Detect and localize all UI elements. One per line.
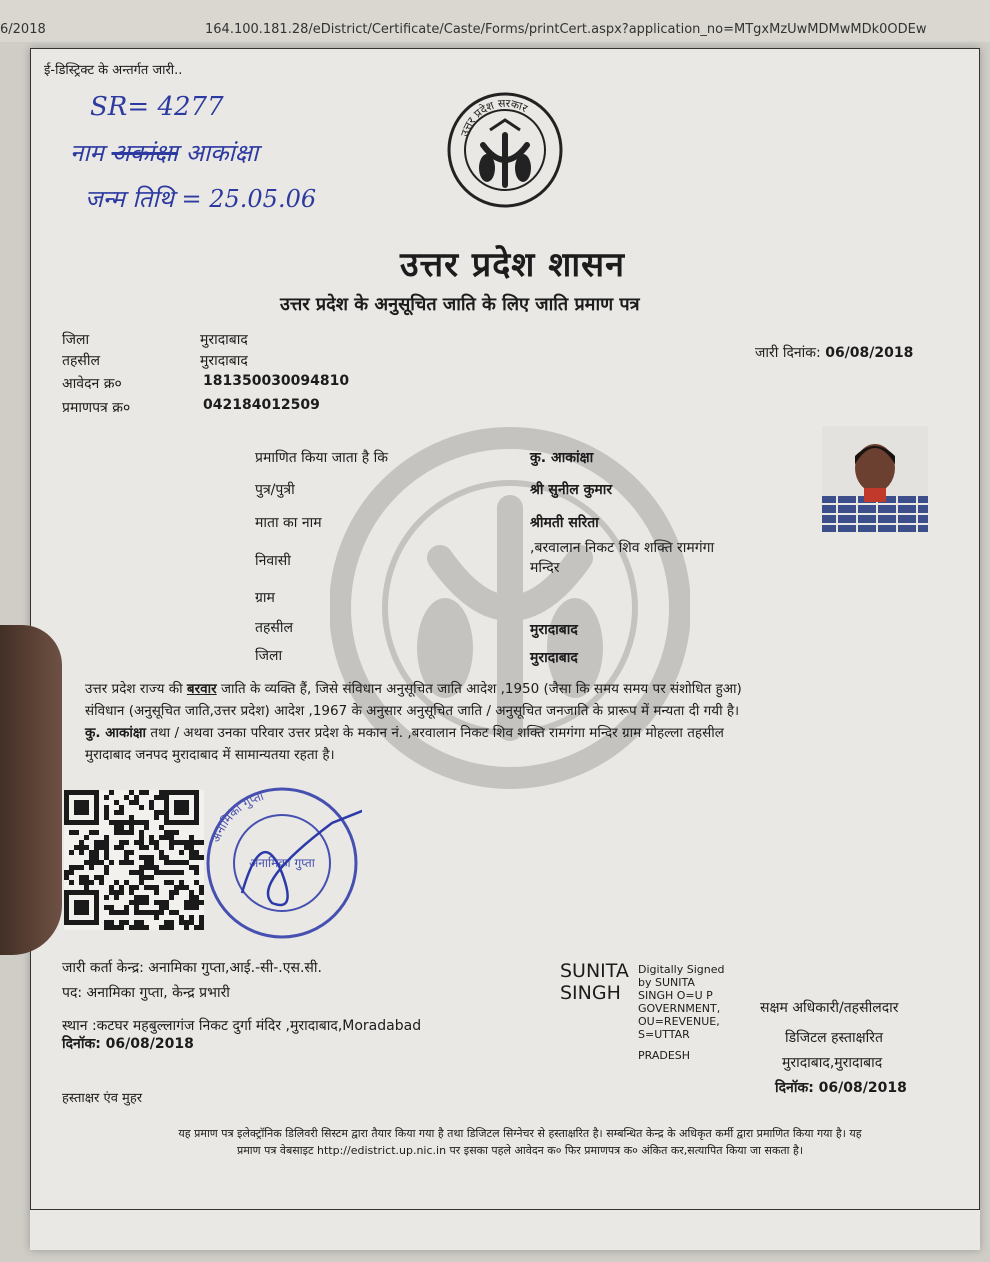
handwritten-struck-name: अकांक्षा: [111, 139, 178, 167]
tehsil-label: तहसील: [62, 353, 100, 369]
authority-date: दिनॉक: 06/08/2018: [775, 1080, 907, 1096]
child-of-label: पुत्र/पुत्री: [255, 482, 295, 498]
certificate-title: उत्तर प्रदेश शासन: [400, 245, 626, 285]
authority-place: मुरादाबाद,मुरादाबाद: [782, 1055, 883, 1071]
para-line1-start: उत्तर प्रदेश राज्य की: [85, 681, 183, 697]
certificate-subtitle: उत्तर प्रदेश के अनुसूचित जाति के लिए जाति प्रमाण पत्र: [280, 294, 640, 315]
detail-district-value: मुरादाबाद: [530, 650, 578, 666]
resident-value: [530, 538, 714, 578]
application-number-label: आवेदन क्र०: [62, 376, 122, 392]
digital-signature-line: by SUNITA: [638, 976, 695, 989]
certificate-number-value: 042184012509: [203, 397, 320, 413]
digital-signature-line: Digitally Signed: [638, 963, 725, 976]
district-label: जिला: [62, 332, 90, 348]
digital-signature-line: OU=REVENUE,: [638, 1015, 720, 1028]
print-url: 164.100.181.28/eDistrict/Certificate/Caste/Forms/printCert.aspx?application_no=MTgxMzUwMDMwMDk0ODEw: [205, 22, 927, 37]
edistrict-note: ई-डिस्ट्रिक्ट के अन्तर्गत जारी..: [44, 63, 183, 78]
svg-text:उत्तर प्रदेश सरकार: [458, 97, 530, 138]
handwritten-name: आकांक्षा: [185, 139, 259, 167]
detail-tehsil-value: मुरादाबाद: [530, 622, 578, 638]
signer-name-line1: SUNITA: [560, 960, 629, 982]
thumb-holding-paper: [0, 625, 62, 955]
resident-label: निवासी: [255, 553, 291, 569]
child-of-value: श्री सुनील कुमार: [530, 482, 613, 498]
village-label: ग्राम: [255, 590, 275, 606]
handwritten-sr-number: SR= 4277: [90, 92, 224, 122]
digital-signature-line: PRADESH: [638, 1049, 691, 1062]
seal-ring-text: अनामिका गुप्ता: [208, 788, 266, 845]
digital-signature-line: SINGH O=U P: [638, 989, 713, 1002]
official-seal: [202, 783, 362, 943]
signer-name-line2: SINGH: [560, 982, 621, 1004]
handwritten-name-prefix: नाम: [70, 139, 104, 167]
para-line1-end: जाति के व्यक्ति हैं, जिसे संविधान अनुसूचित जाति आदेश ,1950 (जैसा कि समय समय पर संशोधित हुआ): [220, 681, 742, 697]
certify-label: प्रमाणित किया जाता है कि: [255, 450, 389, 466]
certificate-paragraph: [85, 678, 955, 766]
digital-signature-line: GOVERNMENT,: [638, 1002, 721, 1015]
tehsil-value: मुरादाबाद: [200, 353, 248, 369]
resident-value-line1: ,बरवालान निकट शिव शक्ति रामगंगा: [530, 540, 715, 556]
svg-text:अनामिका गुप्ता: [209, 789, 267, 845]
application-number-value: 181350030094810: [203, 373, 350, 389]
certificate-paper: [30, 48, 980, 1250]
digital-signature-details: [638, 963, 724, 1062]
handwritten-name-line: [70, 136, 258, 169]
authority-digital-sign: डिजिटल हस्ताक्षरित: [785, 1030, 883, 1046]
detail-district-label: जिला: [255, 648, 283, 664]
print-date: 6/2018: [0, 22, 46, 37]
qr-finder: [174, 800, 189, 815]
certificate-footer: [80, 1125, 960, 1159]
handwritten-dob: जन्म तिथि = 25.05.06: [85, 185, 317, 213]
district-value: मुरादाबाद: [200, 332, 248, 348]
qr-finder: [74, 900, 89, 915]
certificate-number-label: प्रमाणपत्र क्र०: [62, 400, 131, 416]
issue-date-value: 06/08/2018: [825, 345, 914, 361]
footer-line1: यह प्रमाण पत्र इलेक्ट्रॉनिक डिलिवरी सिस्टम द्वारा तैयार किया गया है तथा डिजिटल सिग्नेचर से हस्ताक्षरित है। सम्बन्धित केन्द्र के अधिकृत कर्मी द्वारा प्रमाणित किया गया है। यह: [178, 1127, 862, 1140]
sign-and-seal: हस्ताक्षर एंव मुहर: [62, 1091, 143, 1106]
para-line2: संविधान (अनुसूचित जाति,उत्तर प्रदेश) आदेश ,1967 के अनुसार अनुसूचित जाति / अनुसूचित जनजाति के प्रारूप में मन्यता दी गयी है।: [85, 703, 740, 719]
seal-center-text: अनामिका गुप्ता: [249, 856, 315, 870]
mother-value: श्रीमती सरिता: [530, 515, 599, 531]
detail-tehsil-label: तहसील: [255, 620, 293, 636]
issue-date: [755, 343, 913, 362]
issuer-date: दिनॉक: 06/08/2018: [62, 1036, 194, 1052]
resident-value-line2: मन्दिर: [530, 560, 560, 576]
issuer-place: स्थान :कटघर महबुल्लागंज निकट दुर्गा मंदिर ,मुरादाबाद,Moradabad: [62, 1018, 422, 1034]
certify-value: कु. आकांक्षा: [530, 450, 594, 466]
footer-line2: प्रमाण पत्र वेबसाइट http://edistrict.up.nic.in पर इसका पहले आवेदन क० फिर प्रमाणपत्र क० अंकित कर,सत्यापित किया जा सकता है।: [236, 1144, 804, 1157]
issuer-post: पद: अनामिका गुप्ता, केन्द्र प्रभारी: [62, 985, 230, 1001]
para-line4: मुरादाबाद जनपद मुरादाबाद में सामान्यतया रहता है।: [85, 747, 335, 763]
issuer-centre: जारी कर्ता केन्द्र: अनामिका गुप्ता,आई.-सी-.एस.सी.: [62, 960, 322, 976]
applicant-photo: [822, 426, 928, 532]
up-state-emblem-icon: [445, 90, 565, 210]
digital-signature-name: [560, 960, 629, 1004]
para-line3: तथा / अथवा उनका परिवार उत्तर प्रदेश के मकान नं. ,बरवालान निकट शिव शक्ति रामगंगा मन्दिर ग्राम मोहल्ला तहसील: [150, 725, 724, 741]
qr-finder: [74, 800, 89, 815]
mother-label: माता का नाम: [255, 515, 322, 531]
caste-name: बरवार: [186, 681, 217, 697]
qr-code: [64, 790, 204, 930]
issue-date-label: जारी दिनांक:: [755, 345, 821, 361]
emblem-text: उत्तर प्रदेश सरकार: [458, 96, 530, 138]
digital-signature-line: S=UTTAR: [638, 1028, 690, 1041]
authority-title: सक्षम अधिकारी/तहसीलदार: [760, 1000, 899, 1016]
para-line3-name: कु. आकांक्षा: [85, 725, 147, 741]
